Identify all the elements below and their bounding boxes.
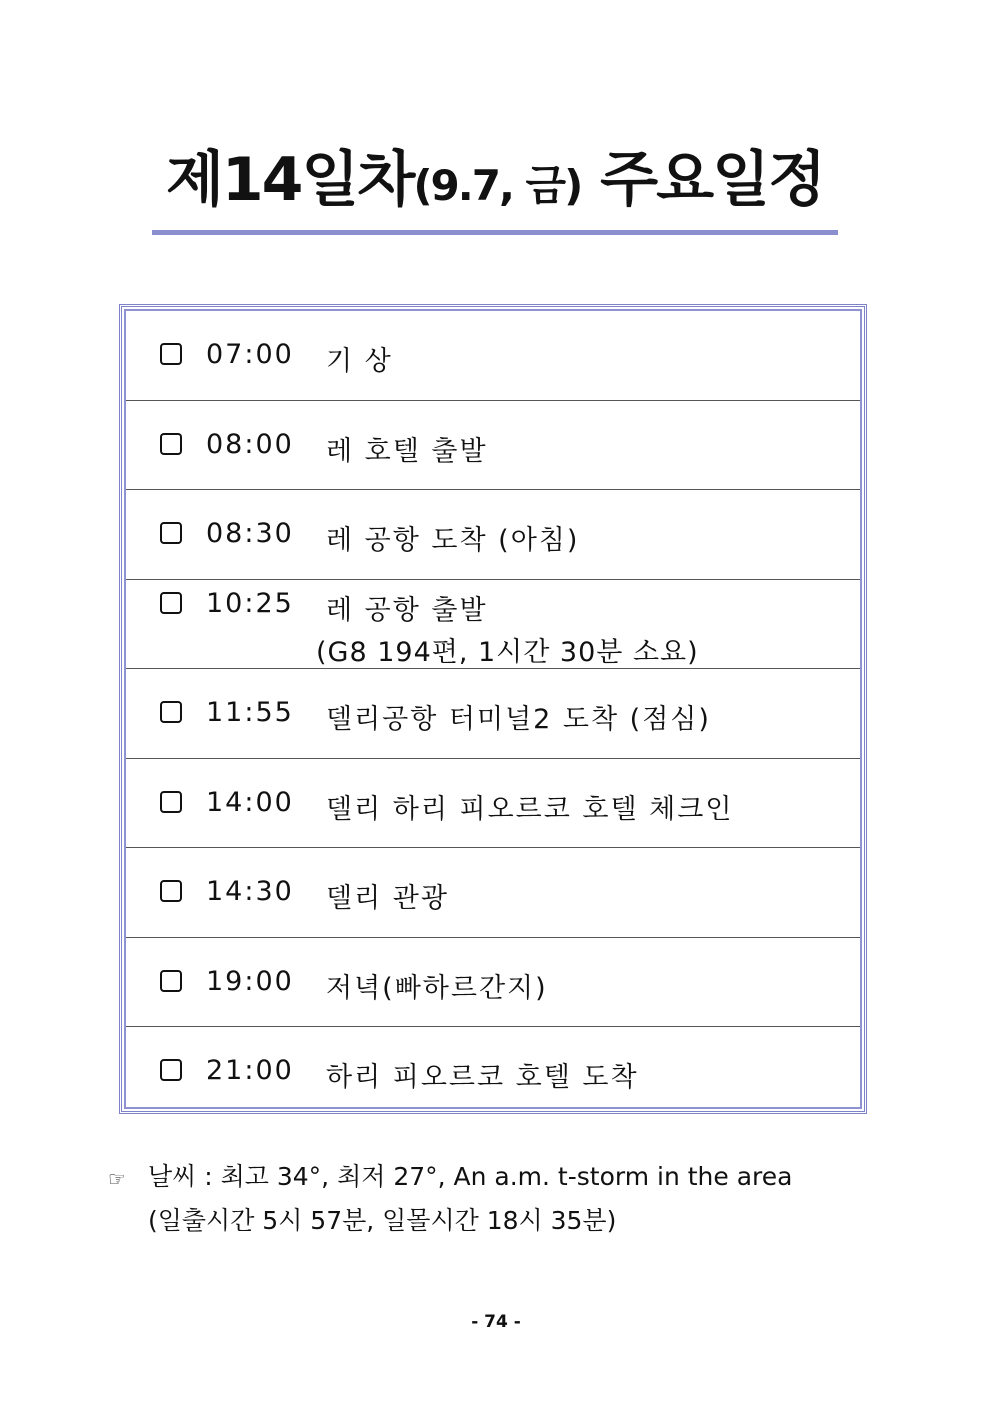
schedule-time: 21:00: [206, 1055, 294, 1086]
checkbox-icon: [160, 522, 182, 544]
schedule-event: 델리 관광: [326, 883, 449, 914]
pointing-hand-icon: ☞: [108, 1167, 126, 1191]
schedule-row: [126, 669, 860, 759]
schedule-time: 14:30: [206, 876, 294, 907]
schedule-time: 19:00: [206, 965, 294, 997]
schedule-event: 레 호텔 출발: [326, 435, 488, 467]
title-underline: [152, 230, 838, 235]
page-title: [150, 140, 840, 226]
schedule-row: [126, 401, 860, 491]
schedule-time: 14:00: [206, 786, 294, 818]
schedule-time: 11:55: [206, 697, 294, 728]
schedule-row: [126, 938, 860, 1028]
schedule-row: [126, 490, 860, 580]
schedule-event: 저녁(빠하르간지): [326, 972, 548, 1004]
schedule-event: 델리 하리 피오르코 호텔 체크인: [326, 793, 734, 825]
schedule-time: 08:00: [206, 428, 294, 460]
schedule-row: [126, 311, 860, 401]
checkbox-icon: [160, 701, 182, 723]
checkbox-icon: [160, 880, 182, 902]
checkbox-icon: [160, 970, 182, 992]
schedule-event: 레 공항 출발: [326, 594, 488, 626]
checkbox-icon: [160, 791, 182, 813]
page-number: - 74 -: [471, 1312, 521, 1332]
schedule-event: 하리 피오르코 호텔 도착: [326, 1062, 639, 1093]
schedule-event: 레 공항 도착 (아침): [326, 525, 580, 556]
checkbox-icon: [160, 592, 182, 614]
schedule-time: 08:30: [206, 518, 294, 549]
title-main: 제14일차: [165, 145, 414, 215]
schedule-event: 델리공항 터미널2 도착 (점심): [326, 704, 711, 735]
schedule-row: [126, 848, 860, 938]
title-date: (9.7, 금): [413, 161, 582, 210]
schedule-list: [124, 309, 862, 1109]
schedule-row: [126, 759, 860, 849]
weather-text: 날씨 : 최고 34°, 최저 27°, An a.m. t-storm in the area: [148, 1162, 793, 1191]
schedule-row: [126, 580, 860, 670]
schedule-time: 10:25: [206, 587, 294, 619]
schedule-box: [119, 304, 867, 1114]
schedule-event: 기 상: [326, 346, 393, 377]
schedule-event-detail: (G8 194편, 1시간 30분 소요): [316, 636, 699, 668]
schedule-row: [126, 1027, 860, 1117]
sun-times-text: (일출시간 5시 57분, 일몰시간 18시 35분): [148, 1206, 617, 1235]
checkbox-icon: [160, 343, 182, 365]
checkbox-icon: [160, 1059, 182, 1081]
checkbox-icon: [160, 433, 182, 455]
title-suffix: 주요일정: [581, 145, 825, 215]
schedule-time: 07:00: [206, 339, 294, 370]
